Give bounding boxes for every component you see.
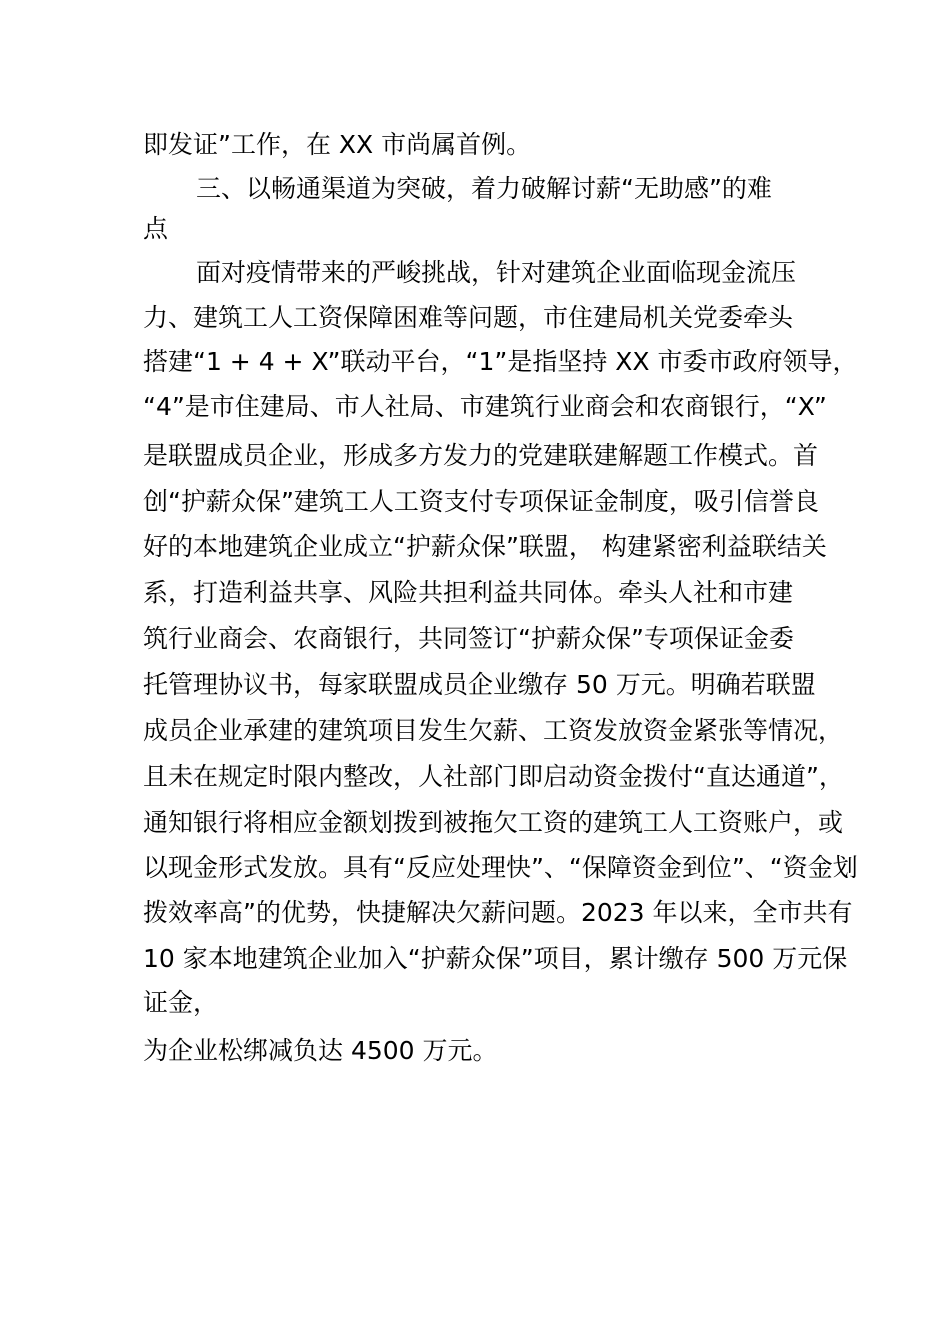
section-heading-line-1: 三、以畅通渠道为突破，着力破解讨薪“无助感”的难 <box>196 174 772 203</box>
paragraph-line-11: 成员企业承建的建筑项目发生欠薪、工资发放资金紧张等情况， <box>143 716 844 745</box>
paragraph-line-17: 证金， <box>143 988 219 1017</box>
paragraph-line-18: 为企业松绑减负达 4500 万元。 <box>143 1036 498 1065</box>
paragraph-line-4: “4”是市住建局、市人社局、市建筑行业商会和农商银行，“X” <box>143 392 827 421</box>
text-line-1: 即发证”工作，在 XX 市尚属首例。 <box>143 130 532 159</box>
paragraph-line-8: 系，打造利益共享、风险共担利益共同体。牵头人社和市建 <box>143 578 794 607</box>
paragraph-line-10: 托管理协议书，每家联盟成员企业缴存 50 万元。明确若联盟 <box>143 670 816 699</box>
paragraph-line-15: 拨效率高”的优势，快捷解决欠薪问题。2023 年以来，全市共有 <box>143 898 853 927</box>
section-heading-line-2: 点 <box>143 214 169 243</box>
paragraph-line-1: 面对疫情带来的严峻挑战，针对建筑企业面临现金流压 <box>196 258 797 287</box>
paragraph-line-9: 筑行业商会、农商银行，共同签订“护薪众保”专项保证金委 <box>143 624 794 653</box>
paragraph-line-7: 好的本地建筑企业成立“护薪众保”联盟， 构建紧密利益联结关 <box>143 532 827 561</box>
paragraph-line-16: 10 家本地建筑企业加入“护薪众保”项目，累计缴存 500 万元保 <box>143 944 848 973</box>
paragraph-line-5: 是联盟成员企业，形成多方发力的党建联建解题工作模式。首 <box>143 441 819 470</box>
paragraph-line-3: 搭建“1 + 4 + X”联动平台，“1”是指坚持 XX 市委市政府领导， <box>143 347 858 376</box>
paragraph-line-12: 且未在规定时限内整改，人社部门即启动资金拨付“直达通道”， <box>143 762 844 791</box>
paragraph-line-6: 创“护薪众保”建筑工人工资支付专项保证金制度，吸引信誉良 <box>143 487 819 516</box>
paragraph-line-13: 通知银行将相应金额划拨到被拖欠工资的建筑工人工资账户，或 <box>143 808 844 837</box>
paragraph-line-2: 力、建筑工人工资保障困难等问题，市住建局机关党委牵头 <box>143 303 794 332</box>
paragraph-line-14: 以现金形式发放。具有“反应处理快”、“保障资金到位”、“资金划 <box>143 853 858 882</box>
